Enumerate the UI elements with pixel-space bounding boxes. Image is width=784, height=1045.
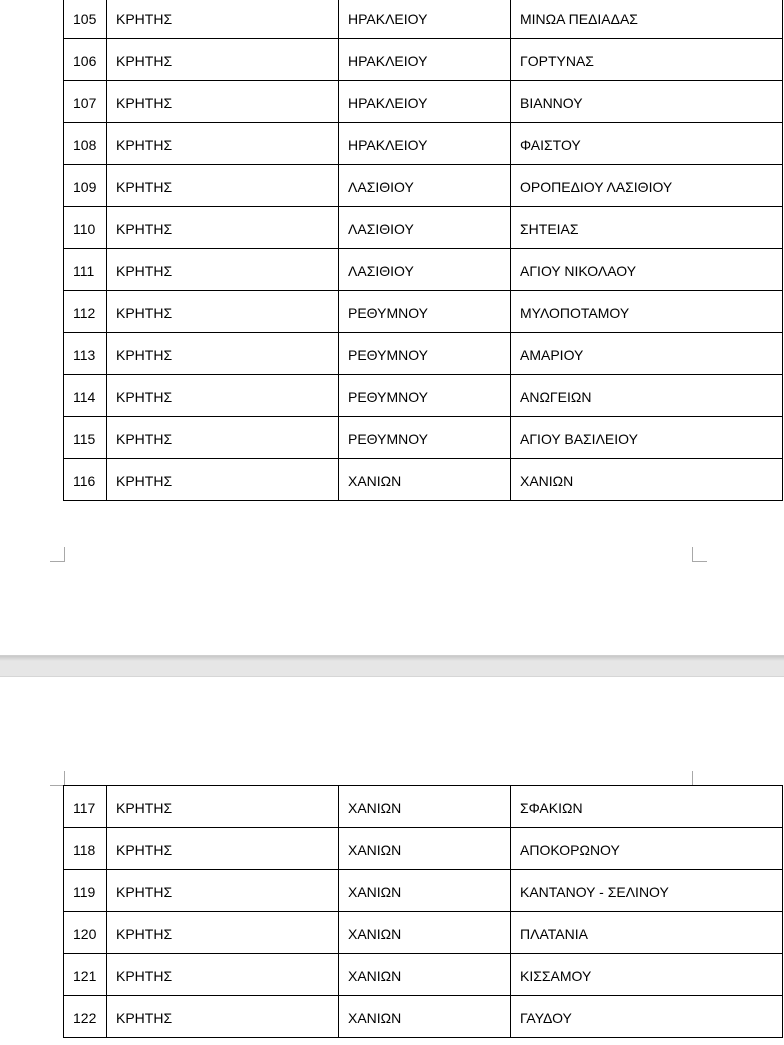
- regional-unit-cell: ΧΑΝΙΩΝ: [339, 459, 511, 501]
- table-row: [64, 291, 783, 333]
- region-cell: ΚΡΗΤΗΣ: [107, 207, 339, 249]
- row-number-cell: 116: [64, 459, 107, 501]
- regional-unit-cell: ΗΡΑΚΛΕΙΟΥ: [339, 123, 511, 165]
- region-cell: ΚΡΗΤΗΣ: [107, 0, 339, 39]
- table-row: [64, 786, 783, 828]
- municipality-cell: ΣΗΤΕΙΑΣ: [511, 207, 783, 249]
- table-row: [64, 828, 783, 870]
- row-number-cell: 112: [64, 291, 107, 333]
- row-number-cell: 105: [64, 0, 107, 39]
- row-number-cell: 114: [64, 375, 107, 417]
- table-row: [64, 375, 783, 417]
- row-number-cell: 117: [64, 786, 107, 828]
- municipality-cell: ΜΙΝΩΑ ΠΕΔΙΑΔΑΣ: [511, 0, 783, 39]
- regional-unit-cell: ΧΑΝΙΩΝ: [339, 996, 511, 1038]
- margin-corner-bottom-left: [50, 547, 65, 562]
- region-cell: ΚΡΗΤΗΣ: [107, 333, 339, 375]
- table-row: [64, 417, 783, 459]
- municipality-cell: ΜΥΛΟΠΟΤΑΜΟΥ: [511, 291, 783, 333]
- table-row: [64, 123, 783, 165]
- row-number-cell: 107: [64, 81, 107, 123]
- row-number-cell: 108: [64, 123, 107, 165]
- regional-unit-cell: ΗΡΑΚΛΕΙΟΥ: [339, 39, 511, 81]
- table-row: [64, 870, 783, 912]
- row-number-cell: 118: [64, 828, 107, 870]
- table-row: [64, 459, 783, 501]
- table-row: [64, 954, 783, 996]
- regional-unit-cell: ΡΕΘΥΜΝΟΥ: [339, 417, 511, 459]
- region-cell: ΚΡΗΤΗΣ: [107, 81, 339, 123]
- regional-unit-cell: ΛΑΣΙΘΙΟΥ: [339, 249, 511, 291]
- region-cell: ΚΡΗΤΗΣ: [107, 417, 339, 459]
- table-row: [64, 81, 783, 123]
- region-cell: ΚΡΗΤΗΣ: [107, 459, 339, 501]
- region-cell: ΚΡΗΤΗΣ: [107, 123, 339, 165]
- margin-corner-bottom-right: [692, 547, 707, 562]
- table-body: [64, 786, 783, 1038]
- row-number-cell: 109: [64, 165, 107, 207]
- region-cell: ΚΡΗΤΗΣ: [107, 954, 339, 996]
- table-row: [64, 333, 783, 375]
- table-row: [64, 996, 783, 1038]
- regional-unit-cell: ΡΕΘΥΜΝΟΥ: [339, 291, 511, 333]
- row-number-cell: 119: [64, 870, 107, 912]
- region-cell: ΚΡΗΤΗΣ: [107, 870, 339, 912]
- region-cell: ΚΡΗΤΗΣ: [107, 249, 339, 291]
- table-row: [64, 207, 783, 249]
- table-body: [64, 0, 783, 501]
- municipality-table-page-2: [63, 785, 783, 1038]
- regional-unit-cell: ΛΑΣΙΘΙΟΥ: [339, 165, 511, 207]
- row-number-cell: 106: [64, 39, 107, 81]
- municipality-cell: ΦΑΙΣΤΟΥ: [511, 123, 783, 165]
- municipality-cell: ΓΑΥΔΟΥ: [511, 996, 783, 1038]
- municipality-cell: ΣΦΑΚΙΩΝ: [511, 786, 783, 828]
- regional-unit-cell: ΧΑΝΙΩΝ: [339, 786, 511, 828]
- municipality-cell: ΚΑΝΤΑΝΟΥ - ΣΕΛΙΝΟΥ: [511, 870, 783, 912]
- table-row: [64, 249, 783, 291]
- table-row: [64, 39, 783, 81]
- municipality-cell: ΒΙΑΝΝΟΥ: [511, 81, 783, 123]
- regional-unit-cell: ΛΑΣΙΘΙΟΥ: [339, 207, 511, 249]
- row-number-cell: 115: [64, 417, 107, 459]
- regional-unit-cell: ΧΑΝΙΩΝ: [339, 954, 511, 996]
- table-row: [64, 912, 783, 954]
- margin-corner-top-left: [50, 771, 65, 786]
- municipality-cell: ΑΓΙΟΥ ΝΙΚΟΛΑΟΥ: [511, 249, 783, 291]
- regional-unit-cell: ΧΑΝΙΩΝ: [339, 870, 511, 912]
- region-cell: ΚΡΗΤΗΣ: [107, 828, 339, 870]
- municipality-cell: ΧΑΝΙΩΝ: [511, 459, 783, 501]
- page-separator: [0, 655, 784, 677]
- municipality-cell: ΓΟΡΤΥΝΑΣ: [511, 39, 783, 81]
- municipality-cell: ΑΠΟΚΟΡΩΝΟΥ: [511, 828, 783, 870]
- regional-unit-cell: ΡΕΘΥΜΝΟΥ: [339, 375, 511, 417]
- region-cell: ΚΡΗΤΗΣ: [107, 912, 339, 954]
- municipality-cell: ΑΝΩΓΕΙΩΝ: [511, 375, 783, 417]
- page-shadow: [0, 656, 784, 661]
- regional-unit-cell: ΗΡΑΚΛΕΙΟΥ: [339, 0, 511, 39]
- regional-unit-cell: ΗΡΑΚΛΕΙΟΥ: [339, 81, 511, 123]
- margin-corner-top-right: [692, 771, 707, 786]
- region-cell: ΚΡΗΤΗΣ: [107, 39, 339, 81]
- row-number-cell: 122: [64, 996, 107, 1038]
- table-row: [64, 165, 783, 207]
- table-row: [64, 0, 783, 39]
- regional-unit-cell: ΡΕΘΥΜΝΟΥ: [339, 333, 511, 375]
- row-number-cell: 110: [64, 207, 107, 249]
- row-number-cell: 113: [64, 333, 107, 375]
- municipality-cell: ΚΙΣΣΑΜΟΥ: [511, 954, 783, 996]
- row-number-cell: 121: [64, 954, 107, 996]
- region-cell: ΚΡΗΤΗΣ: [107, 375, 339, 417]
- region-cell: ΚΡΗΤΗΣ: [107, 996, 339, 1038]
- row-number-cell: 120: [64, 912, 107, 954]
- region-cell: ΚΡΗΤΗΣ: [107, 165, 339, 207]
- regional-unit-cell: ΧΑΝΙΩΝ: [339, 912, 511, 954]
- municipality-cell: ΑΓΙΟΥ ΒΑΣΙΛΕΙΟΥ: [511, 417, 783, 459]
- municipality-table-page-1: [63, 0, 783, 501]
- municipality-cell: ΟΡΟΠΕΔΙΟΥ ΛΑΣΙΘΙΟΥ: [511, 165, 783, 207]
- row-number-cell: 111: [64, 249, 107, 291]
- municipality-cell: ΠΛΑΤΑΝΙΑ: [511, 912, 783, 954]
- region-cell: ΚΡΗΤΗΣ: [107, 291, 339, 333]
- region-cell: ΚΡΗΤΗΣ: [107, 786, 339, 828]
- regional-unit-cell: ΧΑΝΙΩΝ: [339, 828, 511, 870]
- municipality-cell: ΑΜΑΡΙΟΥ: [511, 333, 783, 375]
